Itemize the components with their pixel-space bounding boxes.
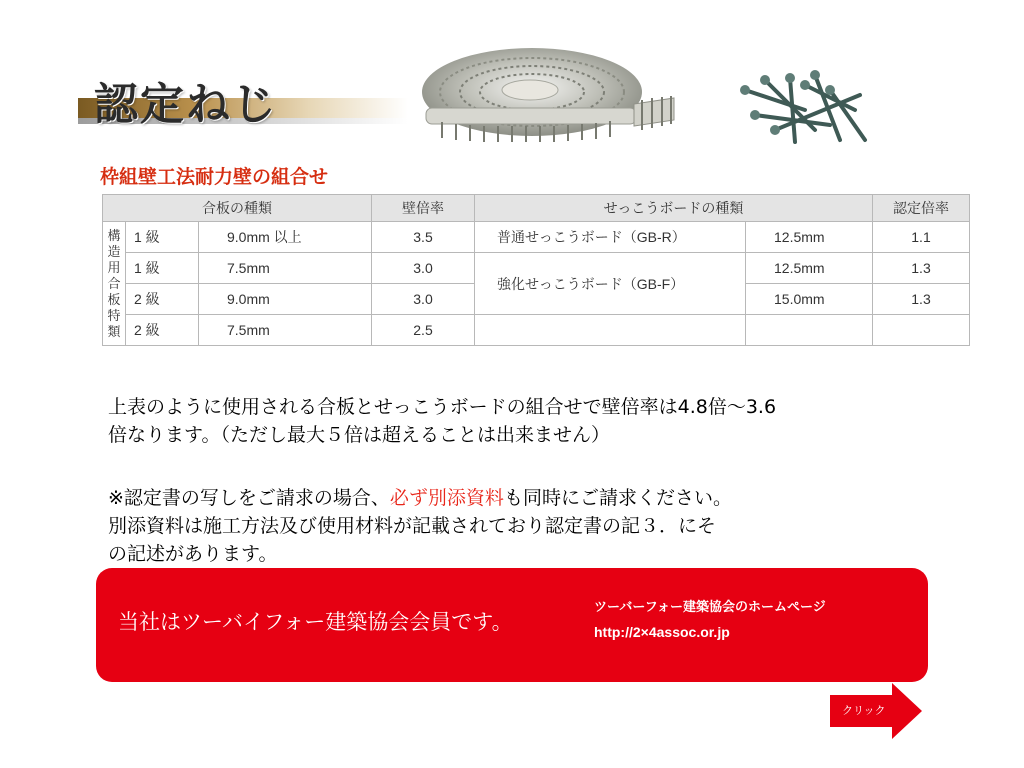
- table-row: [103, 253, 970, 284]
- gypsum-cell: 普通せっこうボード（GB-R）: [475, 222, 746, 253]
- row-group-label: 構 造 用 合 板 特 類: [103, 222, 126, 346]
- grade-cell: 2 級: [126, 284, 199, 315]
- grade-cell: 1 級: [126, 253, 199, 284]
- ratio-cell: 3.0: [372, 284, 475, 315]
- membership-text: 当社はツーバイフォー建築協会会員です。: [118, 610, 513, 634]
- thickness-cell: 7.5mm: [199, 253, 372, 284]
- page-title: 認定ねじ: [94, 79, 278, 130]
- paragraph-line: 倍なります。（ただし最大５倍は超えることは出来ません）: [108, 424, 610, 446]
- highlight-text: 必ず別添資料: [389, 487, 504, 509]
- section-subtitle: 枠組壁工法耐力壁の組合せ: [100, 166, 329, 188]
- gypsum-thickness-cell: 12.5mm: [746, 253, 873, 284]
- association-link-url[interactable]: http://2×4assoc.or.jp: [594, 624, 730, 640]
- gypsum-thickness-cell: 12.5mm: [746, 222, 873, 253]
- certified-cell: 1.3: [873, 253, 970, 284]
- gypsum-cell: 強化せっこうボード（GB-F）: [475, 253, 746, 315]
- coiled-screws-image: [412, 34, 680, 152]
- membership-banner: [96, 568, 928, 682]
- association-link-title[interactable]: ツーバーフォー建築協会のホームページ: [594, 600, 826, 615]
- table-row: [103, 222, 970, 253]
- header-plywood-type: 合板の種類: [103, 195, 372, 222]
- header-wall-ratio: 壁倍率: [372, 195, 475, 222]
- header-certified-ratio: 認定倍率: [873, 195, 970, 222]
- grade-cell: 1 級: [126, 222, 199, 253]
- paragraph-line: ※認定書の写しをご請求の場合、必ず別添資料も同時にご請求ください。: [108, 487, 732, 509]
- gypsum-cell-empty: [475, 315, 746, 346]
- ratio-cell: 3.0: [372, 253, 475, 284]
- table-header-row: [103, 195, 970, 222]
- loose-screws-image: [735, 70, 870, 150]
- gypsum-thickness-cell: 15.0mm: [746, 284, 873, 315]
- certified-cell: [873, 315, 970, 346]
- paragraph-line: 上表のように使用される合板とせっこうボードの組合せで壁倍率は4.8倍～3.6: [108, 396, 777, 418]
- ratio-cell: 2.5: [372, 315, 475, 346]
- wall-ratio-explanation: [108, 393, 776, 449]
- click-label: クリック: [842, 704, 886, 717]
- paragraph-line: 別添資料は施工方法及び使用材料が記載されており認定書の記３．にそ: [108, 515, 717, 537]
- certified-cell: 1.1: [873, 222, 970, 253]
- thickness-cell: 7.5mm: [199, 315, 372, 346]
- gypsum-thickness-cell: [746, 315, 873, 346]
- thickness-cell: 9.0mm 以上: [199, 222, 372, 253]
- grade-cell: 2 級: [126, 315, 199, 346]
- thickness-cell: 9.0mm: [199, 284, 372, 315]
- table-row: [103, 315, 970, 346]
- wall-combination-table: [102, 194, 970, 346]
- ratio-cell: 3.5: [372, 222, 475, 253]
- certificate-request-note: [108, 484, 732, 568]
- header-gypsum-type: せっこうボードの種類: [475, 195, 873, 222]
- click-arrow-button[interactable]: [830, 683, 922, 739]
- title-banner: [78, 62, 408, 130]
- certified-cell: 1.3: [873, 284, 970, 315]
- paragraph-line: の記述があります。: [108, 543, 278, 565]
